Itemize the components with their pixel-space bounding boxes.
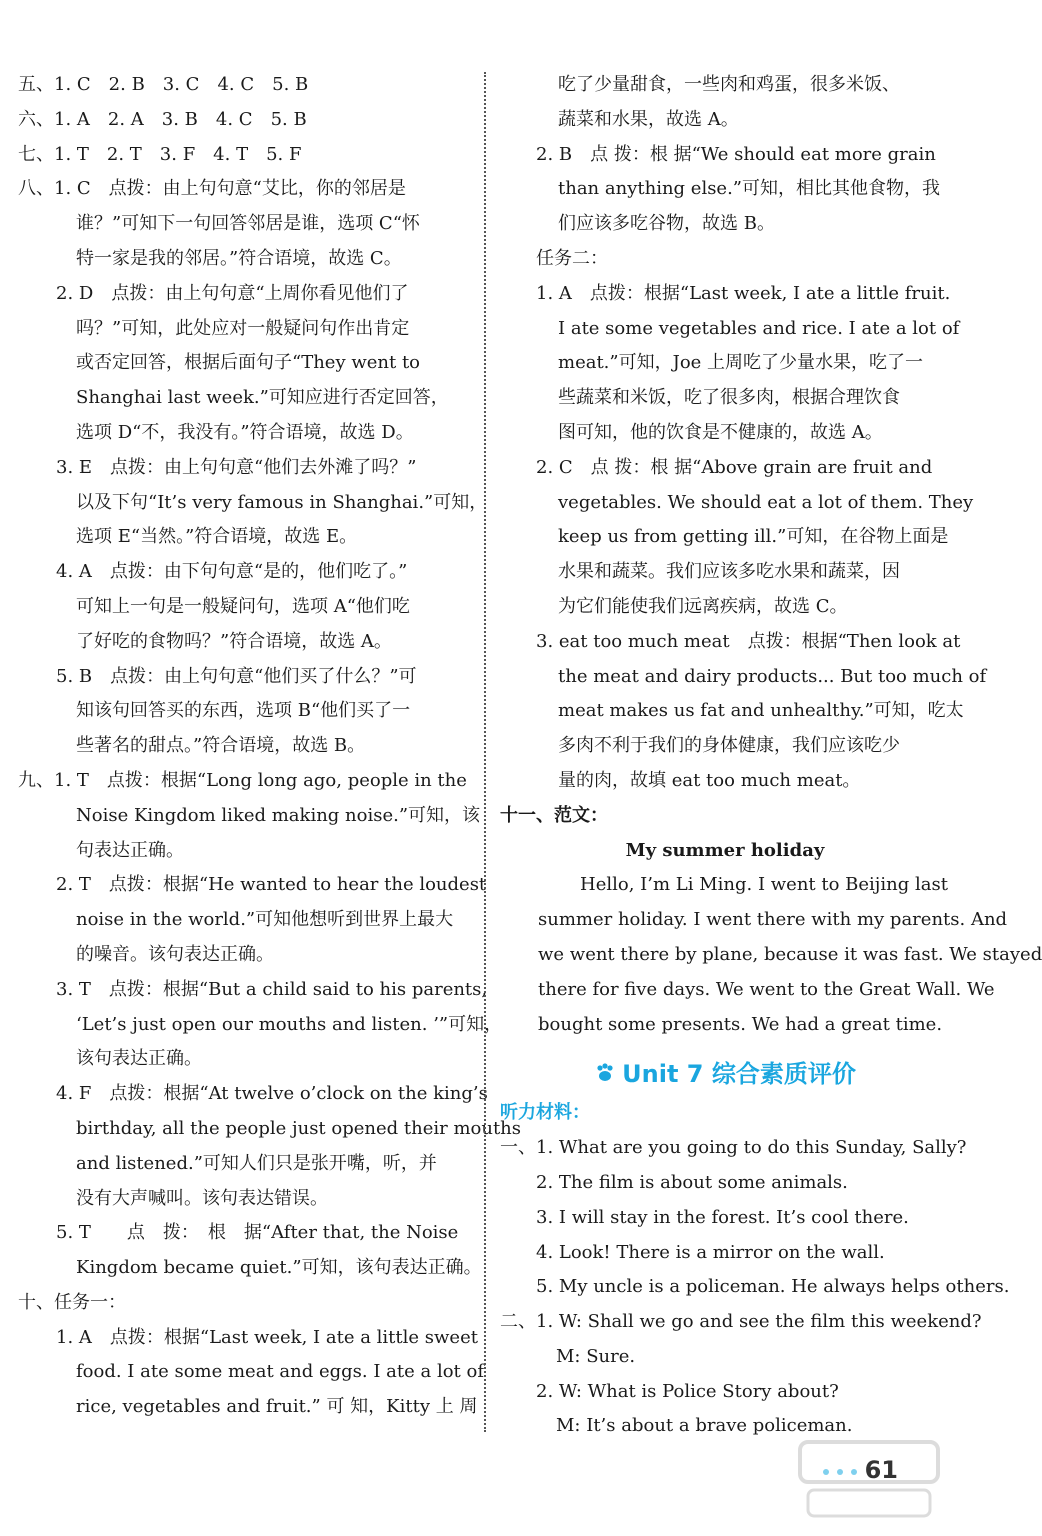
answer-line: 3. E 点拨：由上句句意“他们去外滩了吗？” bbox=[56, 456, 417, 478]
answer-line: 任务二： bbox=[536, 247, 608, 269]
answer-line: 4. A 点拨：由下句句意“是的，他们吃了。” bbox=[56, 561, 408, 583]
answer-line: 2. C 点 拨：根 据“Above grain are fruit and bbox=[536, 456, 933, 478]
answer-line: 特一家是我的邻居。”符合语境，故选 C。 bbox=[76, 247, 402, 269]
answer-line: 4. F 点拨：根据“At twelve o’clock on the king’s bbox=[56, 1083, 488, 1105]
answer-line: 十、任务一： bbox=[18, 1291, 126, 1313]
answer-line: 谁？”可知下一句回答邻居是谁，选项 C“怀 bbox=[76, 213, 420, 235]
answer-line: 没有大声喊叫。该句表达错误。 bbox=[76, 1187, 328, 1209]
answer-line: 吃了少量甜食，一些肉和鸡蛋，很多米饭、 bbox=[558, 74, 900, 95]
unit-heading bbox=[500, 1052, 950, 1096]
answer-line: 些著名的甜点。”符合语境，故选 B。 bbox=[76, 735, 366, 757]
answer-line: food. I ate some meat and eggs. I ate a lot of bbox=[76, 1361, 485, 1383]
answer-line: meat makes us fat and unhealthy.”可知，吃太 bbox=[558, 700, 964, 722]
answer-line: 可知上一句是一般疑问句，选项 A“他们吃 bbox=[76, 595, 410, 617]
answer-line: 七、1. T 2. T 3. F 4. T 5. F bbox=[18, 143, 302, 165]
column-divider bbox=[484, 72, 486, 1432]
listening-line: 二、1. W: Shall we go and see the film this weekend? bbox=[500, 1311, 982, 1333]
answer-line: 或否定回答，根据后面句子“They went to bbox=[76, 352, 421, 374]
answer-line: 们应该多吃谷物，故选 B。 bbox=[558, 213, 775, 235]
answer-line: 水果和蔬菜。我们应该多吃水果和蔬菜，因 bbox=[558, 561, 900, 583]
answer-line: Shanghai last week.”可知应进行否定回答， bbox=[76, 387, 449, 409]
answer-line: and listened.”可知人们只是张开嘴，听，并 bbox=[76, 1152, 437, 1174]
answer-line: noise in the world.”可知他想听到世界上最大 bbox=[76, 909, 454, 931]
listening-line: 4. Look! There is a mirror on the wall. bbox=[536, 1241, 885, 1263]
answer-line: 知该句回答买的东西，选项 B“他们买了一 bbox=[76, 700, 411, 722]
answer-line: 的噪音。该句表达正确。 bbox=[76, 943, 274, 965]
answer-line: 以及下句“It’s very famous in Shanghai.”可知， bbox=[76, 491, 488, 513]
essay-title: My summer holiday bbox=[625, 839, 825, 861]
answer-line: 2. D 点拨：由上句句意“上周你看见他们了 bbox=[56, 282, 409, 304]
answer-line: rice, vegetables and fruit.” 可 知，Kitty 上 周 bbox=[76, 1396, 478, 1418]
listening-label: 听力材料： bbox=[500, 1102, 590, 1124]
page-number: 61 bbox=[864, 1456, 898, 1484]
answer-line: I ate some vegetables and rice. I ate a lot of bbox=[558, 317, 960, 339]
essay-line: bought some presents. We had a great time. bbox=[538, 1013, 943, 1035]
answer-line: 选项 E“当然。”符合语境，故选 E。 bbox=[76, 526, 358, 548]
answer-line: 多肉不利于我们的身体健康，我们应该吃少 bbox=[558, 735, 900, 757]
answer-line: birthday, all the people just opened their mouths bbox=[76, 1117, 522, 1139]
essay-line: we went there by plane, because it was fast. We stayed bbox=[538, 943, 1042, 965]
answer-line: Noise Kingdom liked making noise.”可知，该 bbox=[76, 804, 481, 826]
paw-icon bbox=[594, 1062, 616, 1084]
answer-line: 该句表达正确。 bbox=[76, 1048, 202, 1070]
listening-line: 2. W: What is Police Story about? bbox=[536, 1380, 839, 1402]
answer-line: 九、1. T 点拨：根据“Long long ago, people in the bbox=[18, 769, 467, 791]
answer-line: keep us from getting ill.”可知，在谷物上面是 bbox=[558, 526, 949, 548]
listening-line: 2. The film is about some animals. bbox=[536, 1171, 848, 1193]
answer-line: 量的肉，故填 eat too much meat。 bbox=[558, 769, 861, 791]
essay-body bbox=[500, 903, 1042, 1042]
answer-line: 为它们能使我们远离疾病，故选 C。 bbox=[558, 595, 848, 617]
answer-line: Kingdom became quiet.”可知，该句表达正确。 bbox=[76, 1257, 482, 1279]
watermark-logo bbox=[794, 1434, 944, 1524]
answer-line: 十一、范文： bbox=[500, 804, 608, 826]
listening-line: 一、1. What are you going to do this Sunday, Sally? bbox=[500, 1137, 967, 1159]
answer-line: 2. T 点拨：根据“He wanted to hear the loudest bbox=[56, 874, 487, 896]
answer-line: 了好吃的食物吗？”符合语境，故选 A。 bbox=[76, 630, 392, 652]
answer-line: 选项 D“不，我没有。”符合语境，故选 D。 bbox=[76, 421, 414, 443]
answer-line: 五、1. C 2. B 3. C 4. C 5. B bbox=[18, 74, 309, 95]
left-column bbox=[18, 68, 522, 1425]
answer-line: 3. eat too much meat 点拨：根据“Then look at bbox=[536, 630, 961, 652]
listening-lines bbox=[500, 1131, 1010, 1444]
answer-line: 些蔬菜和米饭，吃了很多肉，根据合理饮食 bbox=[558, 387, 900, 409]
answer-line: 六、1. A 2. A 3. B 4. C 5. B bbox=[18, 108, 307, 130]
answer-line: 吗？”可知，此处应对一般疑问句作出肯定 bbox=[76, 317, 410, 339]
answer-line: 1. A 点拨：根据“Last week, I ate a little fruit. bbox=[536, 282, 951, 304]
answer-line: 5. B 点拨：由上句句意“他们买了什么？”可 bbox=[56, 665, 417, 687]
answer-line: 2. B 点 拨：根 据“We should eat more grain bbox=[536, 143, 936, 165]
answer-line: vegetables. We should eat a lot of them. They bbox=[558, 491, 974, 513]
answer-line: 5. T 点 拨： 根 据“After that, the Noise bbox=[56, 1222, 459, 1244]
answer-line: 图可知，他的饮食是不健康的，故选 A。 bbox=[558, 421, 883, 443]
listening-line: 3. I will stay in the forest. It’s cool there. bbox=[536, 1206, 909, 1228]
answer-line: ‘Let’s just open our mouths and listen. ’”可知， bbox=[76, 1013, 503, 1035]
essay-line: summer holiday. I went there with my parents. And bbox=[538, 909, 1008, 931]
unit-title: Unit 7 综合素质评价 bbox=[622, 1060, 856, 1089]
answer-line: 八、1. C 点拨：由上句句意“艾比，你的邻居是 bbox=[18, 178, 406, 200]
essay-line: there for five days. We went to the Great Wall. We bbox=[538, 978, 995, 1000]
answer-line: 3. T 点拨：根据“But a child said to his parents, bbox=[56, 978, 488, 1000]
answer-line: 蔬菜和水果，故选 A。 bbox=[558, 108, 739, 130]
right-column-answers bbox=[500, 68, 987, 834]
answer-line: than anything else.”可知，相比其他食物，我 bbox=[558, 178, 941, 200]
right-column bbox=[500, 68, 1042, 1444]
listening-line: 5. My uncle is a policeman. He always helps others. bbox=[536, 1276, 1010, 1298]
answer-line: the meat and dairy products... But too much of bbox=[558, 665, 987, 687]
answer-line: 1. A 点拨：根据“Last week, I ate a little sweet bbox=[56, 1326, 478, 1348]
answer-line: 句表达正确。 bbox=[76, 839, 184, 861]
answer-line: meat.”可知，Joe 上周吃了少量水果，吃了一 bbox=[558, 352, 924, 374]
listening-line: M: It’s about a brave policeman. bbox=[556, 1415, 853, 1437]
listening-line: M: Sure. bbox=[556, 1345, 636, 1367]
essay-line: Hello, I’m Li Ming. I went to Beijing last bbox=[580, 874, 948, 896]
